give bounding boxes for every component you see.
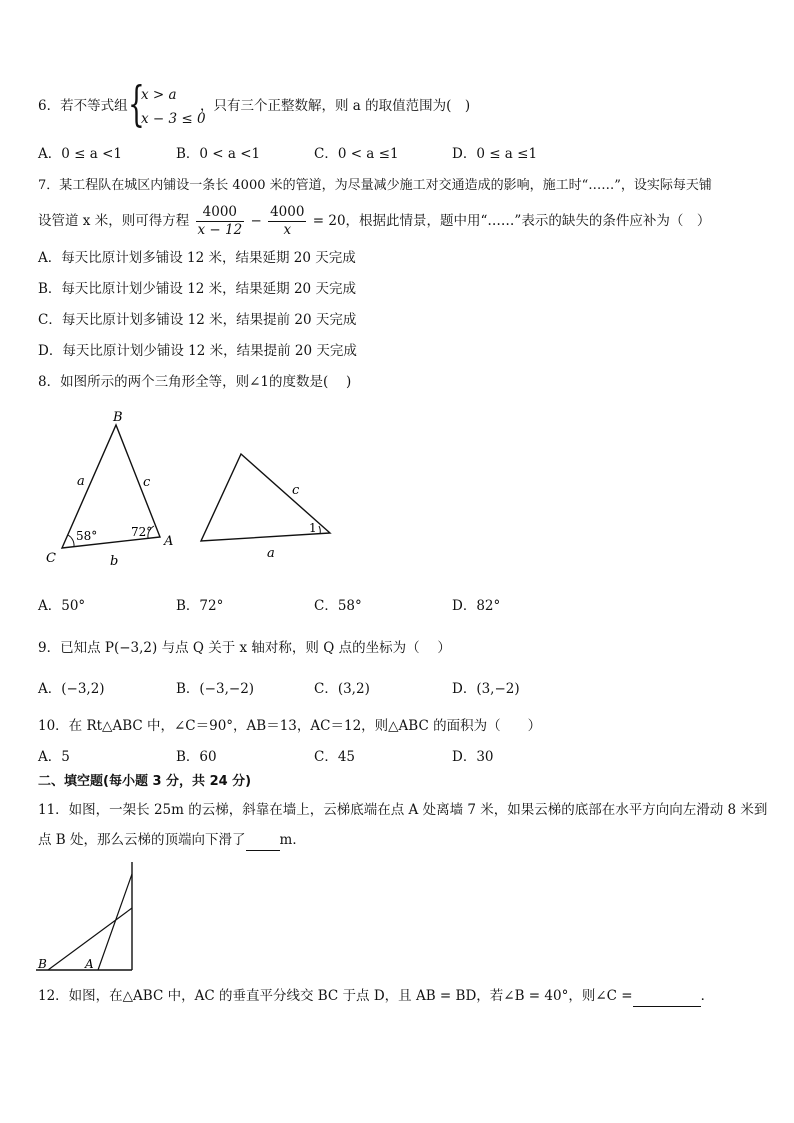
q7-fraction-2 bbox=[268, 204, 306, 239]
q8-option-a: A．50° bbox=[38, 598, 86, 614]
q8-option-b: B．72° bbox=[176, 598, 224, 614]
q6-option-c: C．0 < a ≤1 bbox=[314, 146, 399, 162]
q7-equals: = 20 bbox=[312, 213, 346, 229]
q8-right-label-c: c bbox=[292, 483, 300, 498]
q8-angle-c-label: 58° bbox=[76, 529, 98, 543]
q11-line-2-prefix: 点 B 处，那么云梯的顶端向下滑了 bbox=[38, 832, 246, 848]
q8-label-A: A bbox=[164, 534, 174, 549]
q8-label-b: b bbox=[110, 554, 119, 569]
q10-option-d: D．30 bbox=[452, 749, 494, 765]
q8-angle-1-arc bbox=[319, 526, 320, 534]
q6-brace: { bbox=[128, 76, 145, 132]
q6-option-b: B．0 < a <1 bbox=[176, 146, 261, 162]
section-2-heading: 二、填空题(每小题 3 分，共 24 分) bbox=[38, 774, 252, 789]
q9-option-b: B．(−3,−2) bbox=[176, 681, 255, 697]
q12-answer-blank bbox=[633, 986, 701, 1007]
q8-text: 8．如图所示的两个三角形全等，则∠1的度数是( ) bbox=[38, 374, 352, 390]
q7-line-2-suffix: ，根据此情景，题中用“……”表示的缺失的条件应补为（ ） bbox=[345, 213, 711, 229]
q8-angle-c-arc bbox=[68, 535, 74, 546]
q7-option-d: D．每天比原计划少铺设 12 米，结果提前 20 天完成 bbox=[38, 343, 357, 359]
q7-option-a: A．每天比原计划多铺设 12 米，结果延期 20 天完成 bbox=[38, 250, 356, 266]
q7-fraction-1 bbox=[196, 204, 245, 239]
q10-option-c: C．45 bbox=[314, 749, 356, 765]
q7-option-c: C．每天比原计划多铺设 12 米，结果提前 20 天完成 bbox=[38, 312, 357, 328]
q11-line-1: 11．如图，一架长 25m 的云梯，斜靠在墙上，云梯底端在点 A 处离墙 7 米，如果云梯的底部在水平方向向左滑动 8 米到 bbox=[38, 802, 768, 818]
q6-suffix: ，只有三个正整数解，则 a 的取值范围为( ) bbox=[200, 98, 471, 114]
q8-angle-a-label: 72° bbox=[131, 525, 153, 539]
q10-text: 10．在 Rt△ABC 中，∠C＝90°，AB＝13，AC＝12，则△ABC 的面积为（ ） bbox=[38, 718, 542, 734]
q7-fraction-1-den: x − 12 bbox=[197, 222, 243, 238]
q8-label-1: 1 bbox=[309, 521, 317, 535]
q6-prefix: 6．若不等式组 bbox=[38, 98, 128, 114]
q9-option-c: C．(3,2) bbox=[314, 681, 370, 697]
q8-option-d: D．82° bbox=[452, 598, 501, 614]
q8-triangles-figure bbox=[30, 405, 390, 575]
q12-text bbox=[38, 986, 714, 1007]
q9-option-d: D．(3,−2) bbox=[452, 681, 520, 697]
q11-line-2-suffix: m． bbox=[279, 832, 306, 848]
q8-label-B: B bbox=[113, 410, 123, 425]
q10-option-a: A．5 bbox=[38, 749, 70, 765]
q9-option-a: A．(−3,2) bbox=[38, 681, 105, 697]
q11-ladder-figure bbox=[34, 858, 154, 978]
q7-line-2-prefix: 设管道 x 米，则可得方程 bbox=[38, 213, 190, 229]
q6-option-d: D．0 ≤ a ≤1 bbox=[452, 146, 538, 162]
q7-fraction-2-den: x bbox=[283, 222, 292, 238]
q7-line-1: 7．某工程队在城区内铺设一条长 4000 米的管道，为尽量减少施工对交通造成的影响，施工时“……”，设实际每天铺 bbox=[38, 178, 712, 193]
q8-label-a: a bbox=[77, 474, 85, 489]
q6-inequality-1: x > a bbox=[141, 87, 177, 103]
q7-option-b: B．每天比原计划少铺设 12 米，结果延期 20 天完成 bbox=[38, 281, 356, 297]
q11-label-B: B bbox=[38, 957, 47, 971]
q11-line-2 bbox=[38, 830, 306, 851]
q6-inequality-2: x − 3 ≤ 0 bbox=[141, 111, 206, 127]
q10-option-b: B．60 bbox=[176, 749, 217, 765]
q9-text: 9．已知点 P(−3,2) 与点 Q 关于 x 轴对称，则 Q 点的坐标为（ ） bbox=[38, 640, 451, 656]
q6-option-a: A．0 ≤ a <1 bbox=[38, 146, 122, 162]
q8-right-label-a: a bbox=[267, 546, 275, 561]
q8-label-c: c bbox=[143, 475, 151, 490]
q11-label-A: A bbox=[85, 957, 94, 971]
q11-answer-blank bbox=[246, 830, 280, 851]
q7-fraction-1-num: 4000 bbox=[196, 204, 245, 222]
q7-line-2 bbox=[38, 202, 710, 240]
q12-prefix: 12．如图，在△ABC 中，AC 的垂直平分线交 BC 于点 D，且 AB = BD，若∠B = 40°，则∠C = bbox=[38, 988, 633, 1004]
q8-label-C: C bbox=[46, 551, 56, 566]
q7-minus: − bbox=[250, 213, 262, 229]
q8-option-c: C．58° bbox=[314, 598, 362, 614]
q11-ladder-a bbox=[98, 874, 132, 970]
q12-suffix: ． bbox=[700, 988, 715, 1004]
q7-fraction-2-num: 4000 bbox=[270, 204, 305, 220]
